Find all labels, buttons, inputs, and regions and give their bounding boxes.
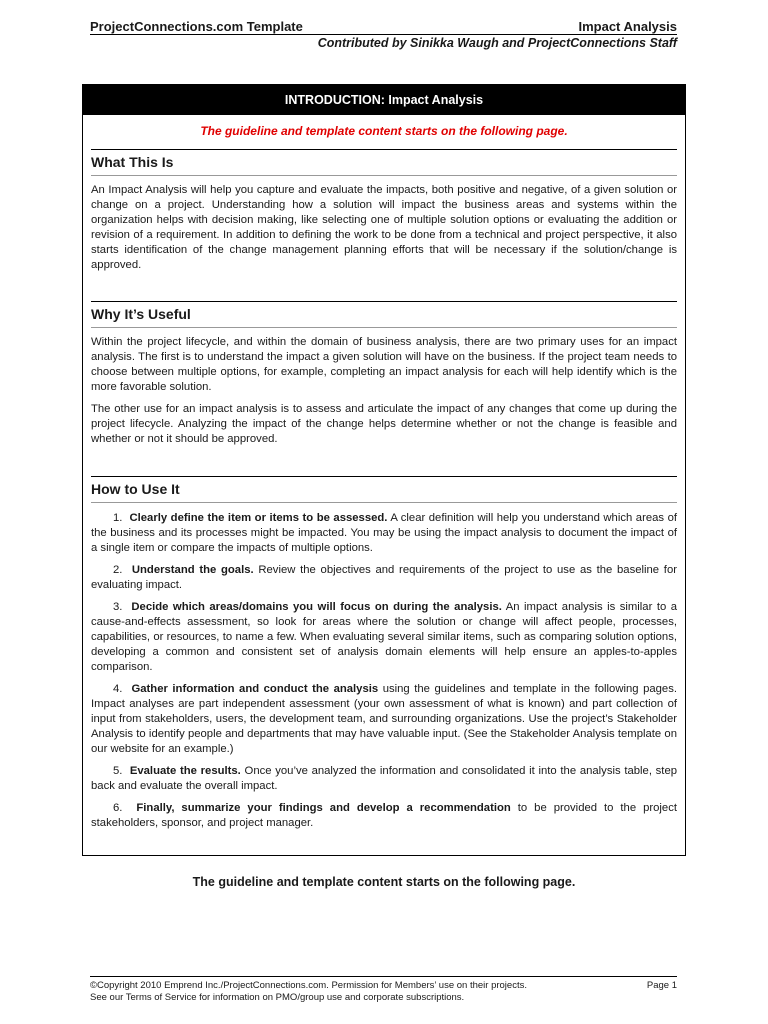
header-contributors: Contributed by Sinikka Waugh and ProjectConnections Staff — [317, 36, 677, 50]
bottom-following-page-note: The guideline and template content starts on the following page. — [192, 875, 576, 889]
list-item — [91, 511, 677, 556]
heading-underline — [91, 175, 677, 176]
step-title: Understand the goals. — [131, 564, 254, 576]
heading-underline — [91, 327, 677, 328]
section-heading: What This Is — [91, 154, 174, 170]
footer-copyright: ©Copyright 2010 Emprend Inc./ProjectConnections.com. Permission for Members’ use on their projects. — [90, 980, 527, 991]
section-divider — [91, 301, 677, 302]
step-title: Finally, summarize your findings and develop a recommendation — [136, 802, 511, 814]
step-text: A clear definition will help you understand which areas of the business and its processes might be impacted. You may be using the impact analysis to document the impact of a single item or compare the impacts of multiple options. — [91, 512, 677, 554]
list-item — [91, 682, 677, 757]
section-divider — [91, 149, 677, 150]
list-item — [91, 600, 677, 675]
step-number: 3. — [113, 601, 123, 613]
step-text: using the guidelines and template in the following pages. Impact analyses are part independent assessment (your own assessment of what is known) and part collection of input from stakeholders, users, the development team, and surrounding organizations. Use the project’s Stakeholder Analysis to identify people and departments that may have valuable input. (See the Stakeholder Analysis template on our website for an example.) — [91, 683, 677, 755]
footer-page-number: Page 1 — [646, 980, 677, 991]
step-text: Review the objectives and requirements of the project to use as the baseline for evaluating impact. — [91, 564, 677, 591]
what-paragraph: An Impact Analysis will help you capture and evaluate the impacts, both positive and negative, of a given solution or change on a project. Understanding how a solution will impact the business areas and systems within the organization helps with decision making, like selecting one of multiple solution options or evaluating the addition or revision of a requirement. In addition to defining the work to be done from a technical and project perspective, it also starts identification of the change management planning efforts that will be necessary if the solution/change is approved. — [91, 184, 677, 271]
step-number: 1. — [113, 512, 123, 524]
step-title: Evaluate the results. — [129, 765, 241, 777]
step-number: 6. — [113, 802, 123, 814]
header-template-name: ProjectConnections.com Template — [90, 19, 303, 34]
step-title: Clearly define the item or items to be assessed. — [129, 512, 388, 524]
section-heading: How to Use It — [91, 481, 180, 497]
why-paragraph-2: The other use for an impact analysis is to assess and articulate the impact of any changes that come up during the project lifecycle. Analyzing the impact of the change helps determine whether or not the change is feasible and whether or not it should be approved. — [91, 403, 677, 445]
step-title: Decide which areas/domains you will focus on during the analysis. — [131, 601, 502, 613]
list-item — [91, 563, 677, 593]
step-text: An impact analysis is similar to a cause-and-effects assessment, so look for areas where the solution or change will affect people, processes, capabilities, or resources, to name a few. When evaluating several similar items, such as comparing solution options, developing a common and consistent set of analysis domain elements will help ensure an apples-to-apples comparison. — [91, 601, 678, 673]
introduction-title: INTRODUCTION: Impact Analysis — [83, 85, 685, 115]
header-divider — [90, 34, 677, 35]
footer-divider — [90, 976, 677, 977]
why-paragraph-1: Within the project lifecycle, and within the domain of business analysis, there are two primary uses for an impact analysis. The first is to understand the impact a given solution will have on the business. If the project team needs to choose between multiple options, for example, completing an impact analysis for each will help identify which is the more favorable solution. — [91, 336, 677, 393]
section-heading: Why It’s Useful — [91, 306, 191, 322]
step-text: to be provided to the project stakeholders, sponsor, and project manager. — [91, 802, 678, 829]
step-title: Gather information and conduct the analysis — [131, 683, 379, 695]
step-text: Once you’ve analyzed the information and consolidated it into the analysis table, step back and evaluate the overall impact. — [91, 765, 678, 792]
list-item — [91, 764, 677, 794]
step-number: 4. — [113, 683, 123, 695]
steps-list — [91, 511, 677, 831]
following-page-note: The guideline and template content starts on the following page. — [200, 124, 568, 138]
heading-underline — [91, 502, 677, 503]
footer-terms: See our Terms of Service for information on PMO/group use and corporate subscriptions. — [90, 992, 465, 1003]
section-divider — [91, 476, 677, 477]
list-item — [91, 801, 677, 831]
step-number: 2. — [113, 564, 123, 576]
header-doc-title: Impact Analysis — [578, 19, 677, 34]
introduction-box — [82, 84, 686, 856]
why-useful-section — [91, 301, 677, 447]
what-this-is-section — [91, 149, 677, 273]
step-number: 5. — [113, 765, 123, 777]
how-to-use-section — [91, 476, 677, 838]
